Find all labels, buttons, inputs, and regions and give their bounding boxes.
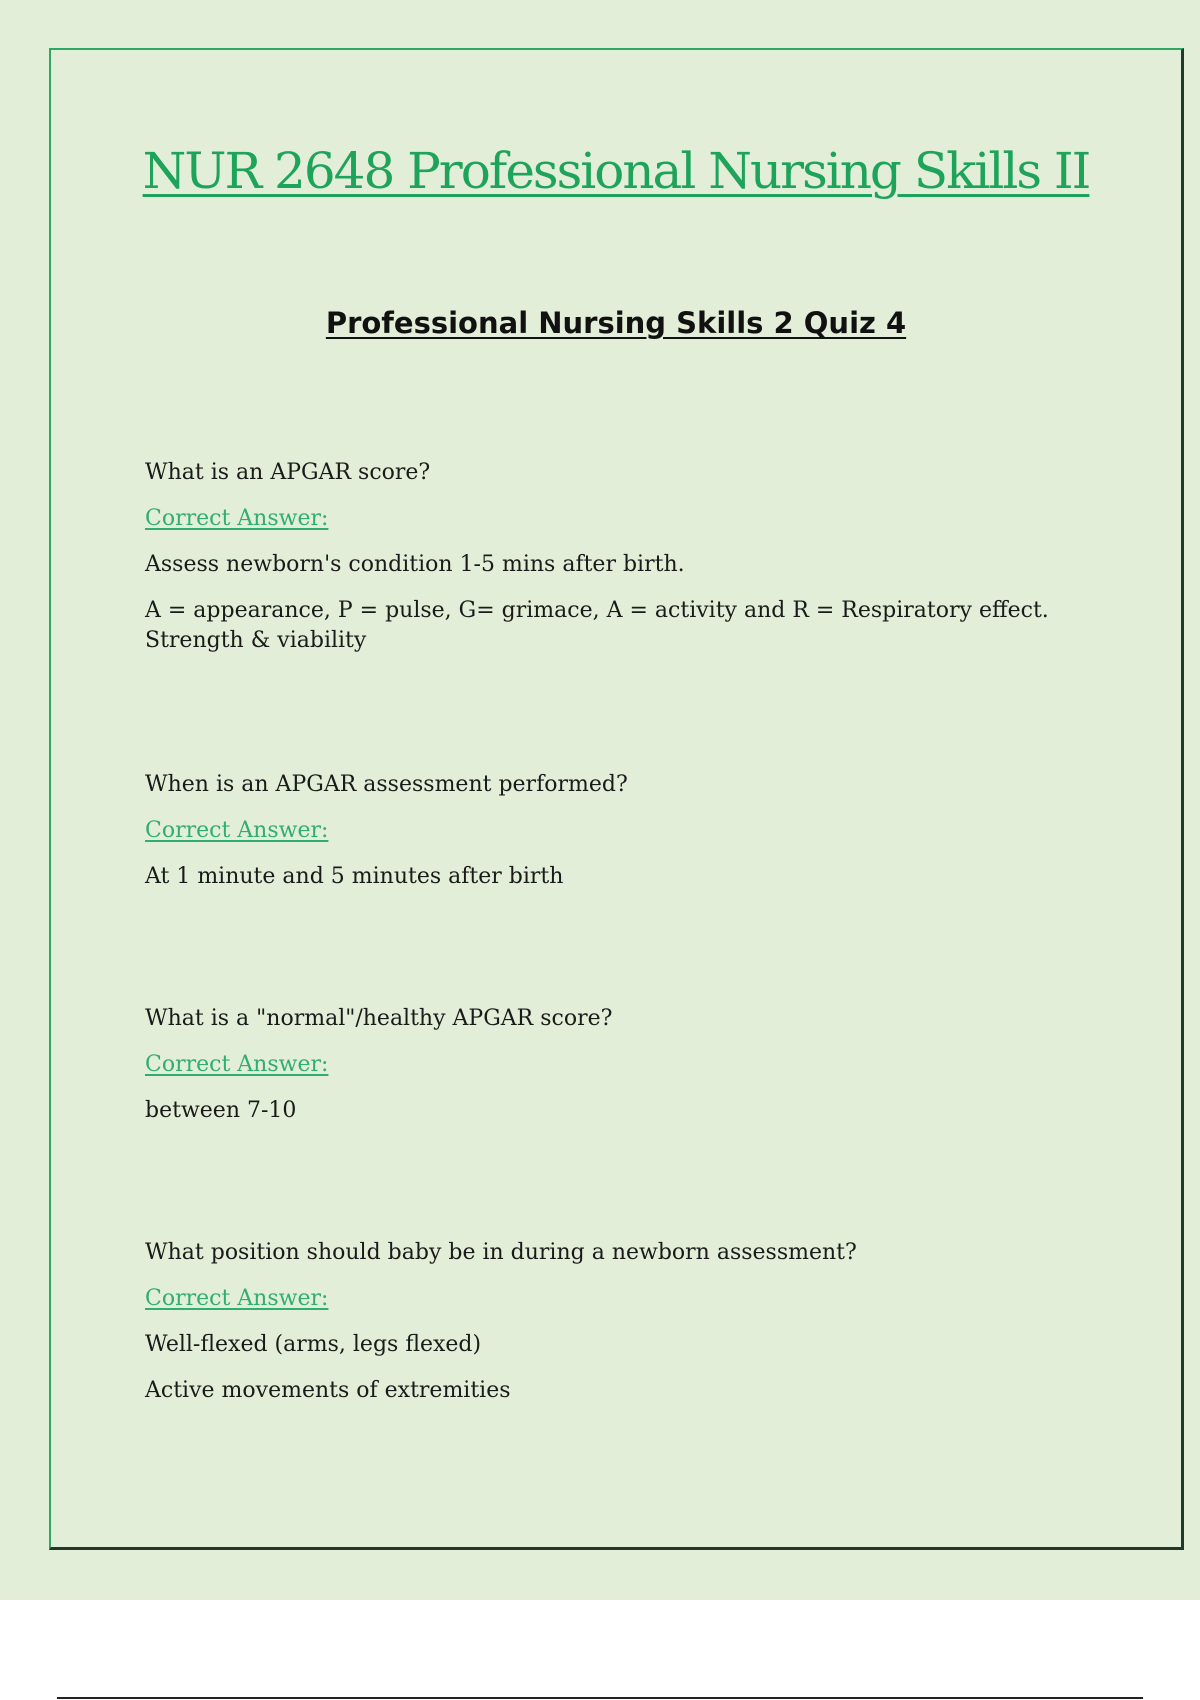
- question-block-2: [145, 770, 1105, 892]
- answer-text: Assess newborn's condition 1-5 mins after birth.: [145, 552, 685, 577]
- answer-text: At 1 minute and 5 minutes after birth: [145, 864, 564, 889]
- question-block-3: [145, 1004, 1105, 1126]
- footer-divider: [57, 1697, 1143, 1699]
- question-text: What is an APGAR score?: [145, 460, 431, 485]
- correct-answer-label: Correct Answer:: [145, 1286, 329, 1311]
- correct-answer-label: Correct Answer:: [145, 1052, 329, 1077]
- document-title: NUR 2648 Professional Nursing Skills II: [142, 142, 1090, 200]
- question-text: What is a "normal"/healthy APGAR score?: [145, 1006, 613, 1031]
- question-text: When is an APGAR assessment performed?: [145, 772, 628, 797]
- answer-text: between 7-10: [145, 1098, 297, 1123]
- question-block-4: [145, 1238, 1105, 1406]
- quiz-subtitle: Professional Nursing Skills 2 Quiz 4: [325, 306, 907, 340]
- question-text: What position should baby be in during a newborn assessment?: [145, 1240, 857, 1265]
- correct-answer-label: Correct Answer:: [145, 506, 329, 531]
- answer-text: Well-flexed (arms, legs flexed): [145, 1332, 482, 1357]
- answer-text: Active movements of extremities: [145, 1378, 511, 1403]
- question-block-1: [145, 458, 1105, 656]
- answer-text: A = appearance, P = pulse, G= grimace, A = activity and R = Respiratory effect. Strength & viability: [145, 598, 1049, 653]
- correct-answer-label: Correct Answer:: [145, 818, 329, 843]
